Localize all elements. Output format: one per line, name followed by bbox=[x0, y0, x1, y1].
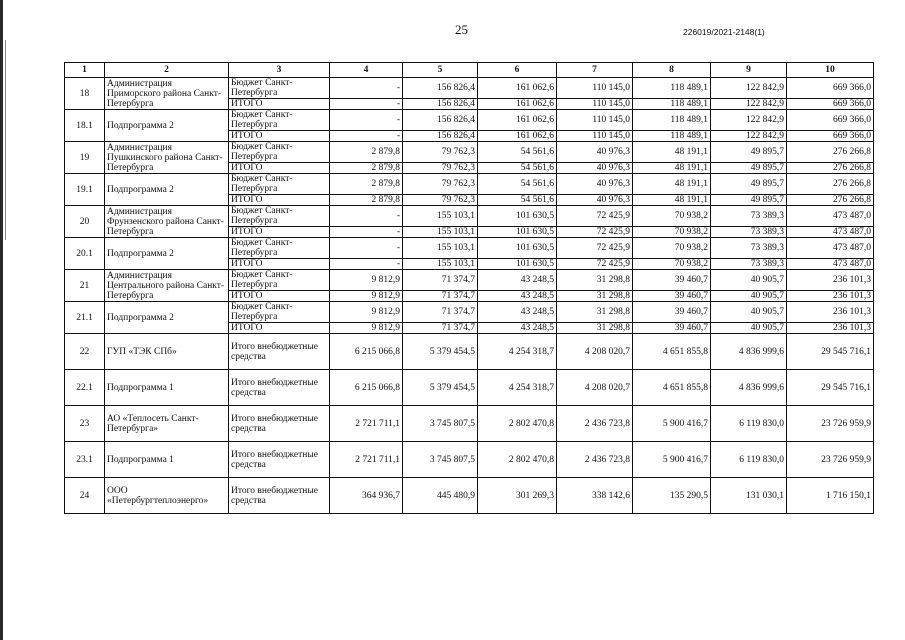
value-cell: - bbox=[330, 238, 403, 259]
funding-source-cell: Итого внебюджетные средства bbox=[229, 478, 330, 514]
funding-source-cell: ИТОГО bbox=[229, 131, 330, 142]
value-cell: 276 266,8 bbox=[787, 195, 874, 206]
column-header: 1 bbox=[65, 63, 105, 78]
funding-source-cell: ИТОГО bbox=[229, 259, 330, 270]
value-cell: 101 630,5 bbox=[478, 238, 557, 259]
value-cell: 48 191,1 bbox=[633, 163, 711, 174]
value-cell: 110 145,0 bbox=[557, 78, 633, 99]
value-cell: 43 248,5 bbox=[478, 291, 557, 302]
row-number-cell: 19.1 bbox=[65, 174, 105, 206]
value-cell: 71 374,7 bbox=[403, 270, 478, 291]
row-name-cell: ГУП «ТЭК СПб» bbox=[105, 334, 229, 370]
funding-source-cell: Бюджет Санкт-Петербурга bbox=[229, 302, 330, 323]
value-cell: 118 489,1 bbox=[633, 99, 711, 110]
value-cell: 31 298,8 bbox=[557, 270, 633, 291]
value-cell: 9 812,9 bbox=[330, 270, 403, 291]
value-cell: 473 487,0 bbox=[787, 238, 874, 259]
table-row bbox=[65, 334, 874, 370]
value-cell: 338 142,6 bbox=[557, 478, 633, 514]
value-cell: 40 905,7 bbox=[711, 291, 787, 302]
value-cell: 31 298,8 bbox=[557, 323, 633, 334]
value-cell: 155 103,1 bbox=[403, 206, 478, 227]
row-name-cell: Подпрограмма 2 bbox=[105, 174, 229, 206]
value-cell: 276 266,8 bbox=[787, 163, 874, 174]
row-name-cell: Администрация Пушкинского района Санкт-Петербурга bbox=[105, 142, 229, 174]
value-cell: - bbox=[330, 206, 403, 227]
value-cell: 43 248,5 bbox=[478, 323, 557, 334]
row-name-cell: Подпрограмма 1 bbox=[105, 442, 229, 478]
value-cell: 49 895,7 bbox=[711, 195, 787, 206]
value-cell: 71 374,7 bbox=[403, 302, 478, 323]
value-cell: 6 119 830,0 bbox=[711, 442, 787, 478]
value-cell: 118 489,1 bbox=[633, 110, 711, 131]
value-cell: 39 460,7 bbox=[633, 302, 711, 323]
row-number-cell: 18.1 bbox=[65, 110, 105, 142]
value-cell: 70 938,2 bbox=[633, 238, 711, 259]
value-cell: 54 561,6 bbox=[478, 163, 557, 174]
value-cell: 236 101,3 bbox=[787, 302, 874, 323]
value-cell: 161 062,6 bbox=[478, 131, 557, 142]
value-cell: 6 119 830,0 bbox=[711, 406, 787, 442]
value-cell: 118 489,1 bbox=[633, 131, 711, 142]
value-cell: 110 145,0 bbox=[557, 110, 633, 131]
funding-source-cell: Итого внебюджетные средства bbox=[229, 334, 330, 370]
row-number-cell: 22.1 bbox=[65, 370, 105, 406]
value-cell: 9 812,9 bbox=[330, 323, 403, 334]
row-number-cell: 21.1 bbox=[65, 302, 105, 334]
value-cell: 301 269,3 bbox=[478, 478, 557, 514]
row-number-cell: 19 bbox=[65, 142, 105, 174]
value-cell: - bbox=[330, 110, 403, 131]
scan-edge-shadow bbox=[5, 40, 6, 240]
value-cell: 156 826,4 bbox=[403, 131, 478, 142]
value-cell: 276 266,8 bbox=[787, 174, 874, 195]
value-cell: 70 938,2 bbox=[633, 206, 711, 227]
row-number-cell: 20.1 bbox=[65, 238, 105, 270]
table-row bbox=[65, 206, 874, 227]
value-cell: 6 215 066,8 bbox=[330, 334, 403, 370]
value-cell: 4 651 855,8 bbox=[633, 334, 711, 370]
value-cell: 48 191,1 bbox=[633, 142, 711, 163]
value-cell: 4 208 020,7 bbox=[557, 370, 633, 406]
table-row bbox=[65, 238, 874, 259]
value-cell: 43 248,5 bbox=[478, 302, 557, 323]
row-name-cell: Администрация Фрунзенского района Санкт-Петербурга bbox=[105, 206, 229, 238]
column-header: 9 bbox=[711, 63, 787, 78]
value-cell: 110 145,0 bbox=[557, 131, 633, 142]
value-cell: 2 879,8 bbox=[330, 195, 403, 206]
value-cell: 4 836 999,6 bbox=[711, 334, 787, 370]
budget-table bbox=[64, 62, 874, 514]
funding-source-cell: Итого внебюджетные средства bbox=[229, 370, 330, 406]
row-number-cell: 23 bbox=[65, 406, 105, 442]
column-header: 6 bbox=[478, 63, 557, 78]
value-cell: 49 895,7 bbox=[711, 174, 787, 195]
value-cell: 73 389,3 bbox=[711, 227, 787, 238]
value-cell: - bbox=[330, 259, 403, 270]
value-cell: 122 842,9 bbox=[711, 78, 787, 99]
value-cell: 23 726 959,9 bbox=[787, 406, 874, 442]
page-number: 25 bbox=[455, 22, 468, 37]
value-cell: 54 561,6 bbox=[478, 195, 557, 206]
funding-source-cell: ИТОГО bbox=[229, 195, 330, 206]
value-cell: 161 062,6 bbox=[478, 99, 557, 110]
value-cell: 72 425,9 bbox=[557, 259, 633, 270]
value-cell: 473 487,0 bbox=[787, 227, 874, 238]
value-cell: 39 460,7 bbox=[633, 270, 711, 291]
value-cell: 40 976,3 bbox=[557, 163, 633, 174]
column-header: 10 bbox=[787, 63, 874, 78]
value-cell: - bbox=[330, 99, 403, 110]
value-cell: 4 651 855,8 bbox=[633, 370, 711, 406]
row-name-cell: Подпрограмма 2 bbox=[105, 110, 229, 142]
value-cell: 40 976,3 bbox=[557, 174, 633, 195]
value-cell: 131 030,1 bbox=[711, 478, 787, 514]
value-cell: 3 745 807,5 bbox=[403, 406, 478, 442]
value-cell: 6 215 066,8 bbox=[330, 370, 403, 406]
value-cell: 73 389,3 bbox=[711, 238, 787, 259]
value-cell: 101 630,5 bbox=[478, 259, 557, 270]
row-number-cell: 23.1 bbox=[65, 442, 105, 478]
value-cell: 9 812,9 bbox=[330, 302, 403, 323]
table-header-row bbox=[65, 63, 874, 78]
value-cell: - bbox=[330, 227, 403, 238]
value-cell: 40 976,3 bbox=[557, 195, 633, 206]
value-cell: 161 062,6 bbox=[478, 78, 557, 99]
value-cell: 40 905,7 bbox=[711, 270, 787, 291]
value-cell: 2 436 723,8 bbox=[557, 406, 633, 442]
value-cell: 110 145,0 bbox=[557, 99, 633, 110]
table-row bbox=[65, 142, 874, 163]
value-cell: 49 895,7 bbox=[711, 163, 787, 174]
value-cell: 4 836 999,6 bbox=[711, 370, 787, 406]
funding-source-cell: ИТОГО bbox=[229, 227, 330, 238]
value-cell: 2 436 723,8 bbox=[557, 442, 633, 478]
row-name-cell: Администрация Приморского района Санкт-Петербурга bbox=[105, 78, 229, 110]
row-number-cell: 20 bbox=[65, 206, 105, 238]
value-cell: 5 900 416,7 bbox=[633, 442, 711, 478]
value-cell: 72 425,9 bbox=[557, 206, 633, 227]
value-cell: 5 379 454,5 bbox=[403, 370, 478, 406]
value-cell: 23 726 959,9 bbox=[787, 442, 874, 478]
value-cell: 40 905,7 bbox=[711, 302, 787, 323]
row-number-cell: 21 bbox=[65, 270, 105, 302]
value-cell: 48 191,1 bbox=[633, 174, 711, 195]
value-cell: 79 762,3 bbox=[403, 163, 478, 174]
value-cell: 236 101,3 bbox=[787, 270, 874, 291]
value-cell: 156 826,4 bbox=[403, 78, 478, 99]
funding-source-cell: ИТОГО bbox=[229, 99, 330, 110]
value-cell: 2 879,8 bbox=[330, 142, 403, 163]
value-cell: 473 487,0 bbox=[787, 206, 874, 227]
value-cell: 669 366,0 bbox=[787, 110, 874, 131]
column-header: 5 bbox=[403, 63, 478, 78]
funding-source-cell: ИТОГО bbox=[229, 323, 330, 334]
value-cell: 236 101,3 bbox=[787, 323, 874, 334]
value-cell: 40 905,7 bbox=[711, 323, 787, 334]
value-cell: 9 812,9 bbox=[330, 291, 403, 302]
table-row bbox=[65, 478, 874, 514]
value-cell: 122 842,9 bbox=[711, 110, 787, 131]
value-cell: 2 879,8 bbox=[330, 174, 403, 195]
value-cell: 122 842,9 bbox=[711, 99, 787, 110]
value-cell: 156 826,4 bbox=[403, 110, 478, 131]
funding-source-cell: ИТОГО bbox=[229, 291, 330, 302]
value-cell: 2 802 470,8 bbox=[478, 406, 557, 442]
value-cell: 70 938,2 bbox=[633, 259, 711, 270]
value-cell: 29 545 716,1 bbox=[787, 334, 874, 370]
table-row bbox=[65, 406, 874, 442]
value-cell: 39 460,7 bbox=[633, 323, 711, 334]
value-cell: 73 389,3 bbox=[711, 259, 787, 270]
row-number-cell: 22 bbox=[65, 334, 105, 370]
value-cell: 364 936,7 bbox=[330, 478, 403, 514]
value-cell: 155 103,1 bbox=[403, 227, 478, 238]
table-row bbox=[65, 110, 874, 131]
value-cell: - bbox=[330, 131, 403, 142]
value-cell: 79 762,3 bbox=[403, 174, 478, 195]
value-cell: 73 389,3 bbox=[711, 206, 787, 227]
value-cell: 2 879,8 bbox=[330, 163, 403, 174]
funding-source-cell: Бюджет Санкт-Петербурга bbox=[229, 78, 330, 99]
value-cell: 1 716 150,1 bbox=[787, 478, 874, 514]
value-cell: 40 976,3 bbox=[557, 142, 633, 163]
value-cell: 669 366,0 bbox=[787, 131, 874, 142]
value-cell: 135 290,5 bbox=[633, 478, 711, 514]
row-name-cell: Администрация Центрального района Санкт-Петербурга bbox=[105, 270, 229, 302]
funding-source-cell: Бюджет Санкт-Петербурга bbox=[229, 142, 330, 163]
row-name-cell: Подпрограмма 2 bbox=[105, 238, 229, 270]
value-cell: 54 561,6 bbox=[478, 174, 557, 195]
funding-source-cell: ИТОГО bbox=[229, 163, 330, 174]
table-body bbox=[65, 78, 874, 514]
value-cell: 4 208 020,7 bbox=[557, 334, 633, 370]
value-cell: 5 900 416,7 bbox=[633, 406, 711, 442]
value-cell: 48 191,1 bbox=[633, 195, 711, 206]
table-row bbox=[65, 302, 874, 323]
funding-source-cell: Бюджет Санкт-Петербурга bbox=[229, 238, 330, 259]
value-cell: 101 630,5 bbox=[478, 206, 557, 227]
value-cell: 2 721 711,1 bbox=[330, 406, 403, 442]
value-cell: 236 101,3 bbox=[787, 291, 874, 302]
value-cell: 70 938,2 bbox=[633, 227, 711, 238]
funding-source-cell: Бюджет Санкт-Петербурга bbox=[229, 206, 330, 227]
value-cell: 72 425,9 bbox=[557, 238, 633, 259]
value-cell: 71 374,7 bbox=[403, 291, 478, 302]
funding-source-cell: Итого внебюджетные средства bbox=[229, 442, 330, 478]
table-row bbox=[65, 442, 874, 478]
funding-source-cell: Бюджет Санкт-Петербурга bbox=[229, 174, 330, 195]
value-cell: 72 425,9 bbox=[557, 227, 633, 238]
value-cell: 669 366,0 bbox=[787, 99, 874, 110]
row-number-cell: 18 bbox=[65, 78, 105, 110]
value-cell: 161 062,6 bbox=[478, 110, 557, 131]
value-cell: 4 254 318,7 bbox=[478, 370, 557, 406]
value-cell: - bbox=[330, 78, 403, 99]
funding-source-cell: Бюджет Санкт-Петербурга bbox=[229, 110, 330, 131]
value-cell: 445 480,9 bbox=[403, 478, 478, 514]
value-cell: 49 895,7 bbox=[711, 142, 787, 163]
value-cell: 79 762,3 bbox=[403, 195, 478, 206]
value-cell: 2 721 711,1 bbox=[330, 442, 403, 478]
column-header: 3 bbox=[229, 63, 330, 78]
funding-source-cell: Бюджет Санкт-Петербурга bbox=[229, 270, 330, 291]
value-cell: 276 266,8 bbox=[787, 142, 874, 163]
document-number: 226019/2021-2148(1) bbox=[683, 27, 765, 37]
table-row bbox=[65, 270, 874, 291]
value-cell: 54 561,6 bbox=[478, 142, 557, 163]
value-cell: 71 374,7 bbox=[403, 323, 478, 334]
column-header: 4 bbox=[330, 63, 403, 78]
value-cell: 2 802 470,8 bbox=[478, 442, 557, 478]
row-name-cell: Подпрограмма 2 bbox=[105, 302, 229, 334]
value-cell: 101 630,5 bbox=[478, 227, 557, 238]
scan-edge bbox=[0, 0, 3, 640]
funding-source-cell: Итого внебюджетные средства bbox=[229, 406, 330, 442]
value-cell: 156 826,4 bbox=[403, 99, 478, 110]
value-cell: 31 298,8 bbox=[557, 291, 633, 302]
value-cell: 155 103,1 bbox=[403, 238, 478, 259]
table-row bbox=[65, 78, 874, 99]
row-name-cell: АО «Теплосеть Санкт-Петербурга» bbox=[105, 406, 229, 442]
value-cell: 118 489,1 bbox=[633, 78, 711, 99]
row-name-cell: ООО «Петербургтеплоэнерго» bbox=[105, 478, 229, 514]
value-cell: 473 487,0 bbox=[787, 259, 874, 270]
row-number-cell: 24 bbox=[65, 478, 105, 514]
value-cell: 31 298,8 bbox=[557, 302, 633, 323]
column-header: 2 bbox=[105, 63, 229, 78]
value-cell: 43 248,5 bbox=[478, 270, 557, 291]
table-row bbox=[65, 174, 874, 195]
value-cell: 4 254 318,7 bbox=[478, 334, 557, 370]
value-cell: 122 842,9 bbox=[711, 131, 787, 142]
value-cell: 669 366,0 bbox=[787, 78, 874, 99]
value-cell: 29 545 716,1 bbox=[787, 370, 874, 406]
value-cell: 155 103,1 bbox=[403, 259, 478, 270]
value-cell: 39 460,7 bbox=[633, 291, 711, 302]
value-cell: 5 379 454,5 bbox=[403, 334, 478, 370]
row-name-cell: Подпрограмма 1 bbox=[105, 370, 229, 406]
table-row bbox=[65, 370, 874, 406]
column-header: 8 bbox=[633, 63, 711, 78]
column-header: 7 bbox=[557, 63, 633, 78]
value-cell: 79 762,3 bbox=[403, 142, 478, 163]
value-cell: 3 745 807,5 bbox=[403, 442, 478, 478]
